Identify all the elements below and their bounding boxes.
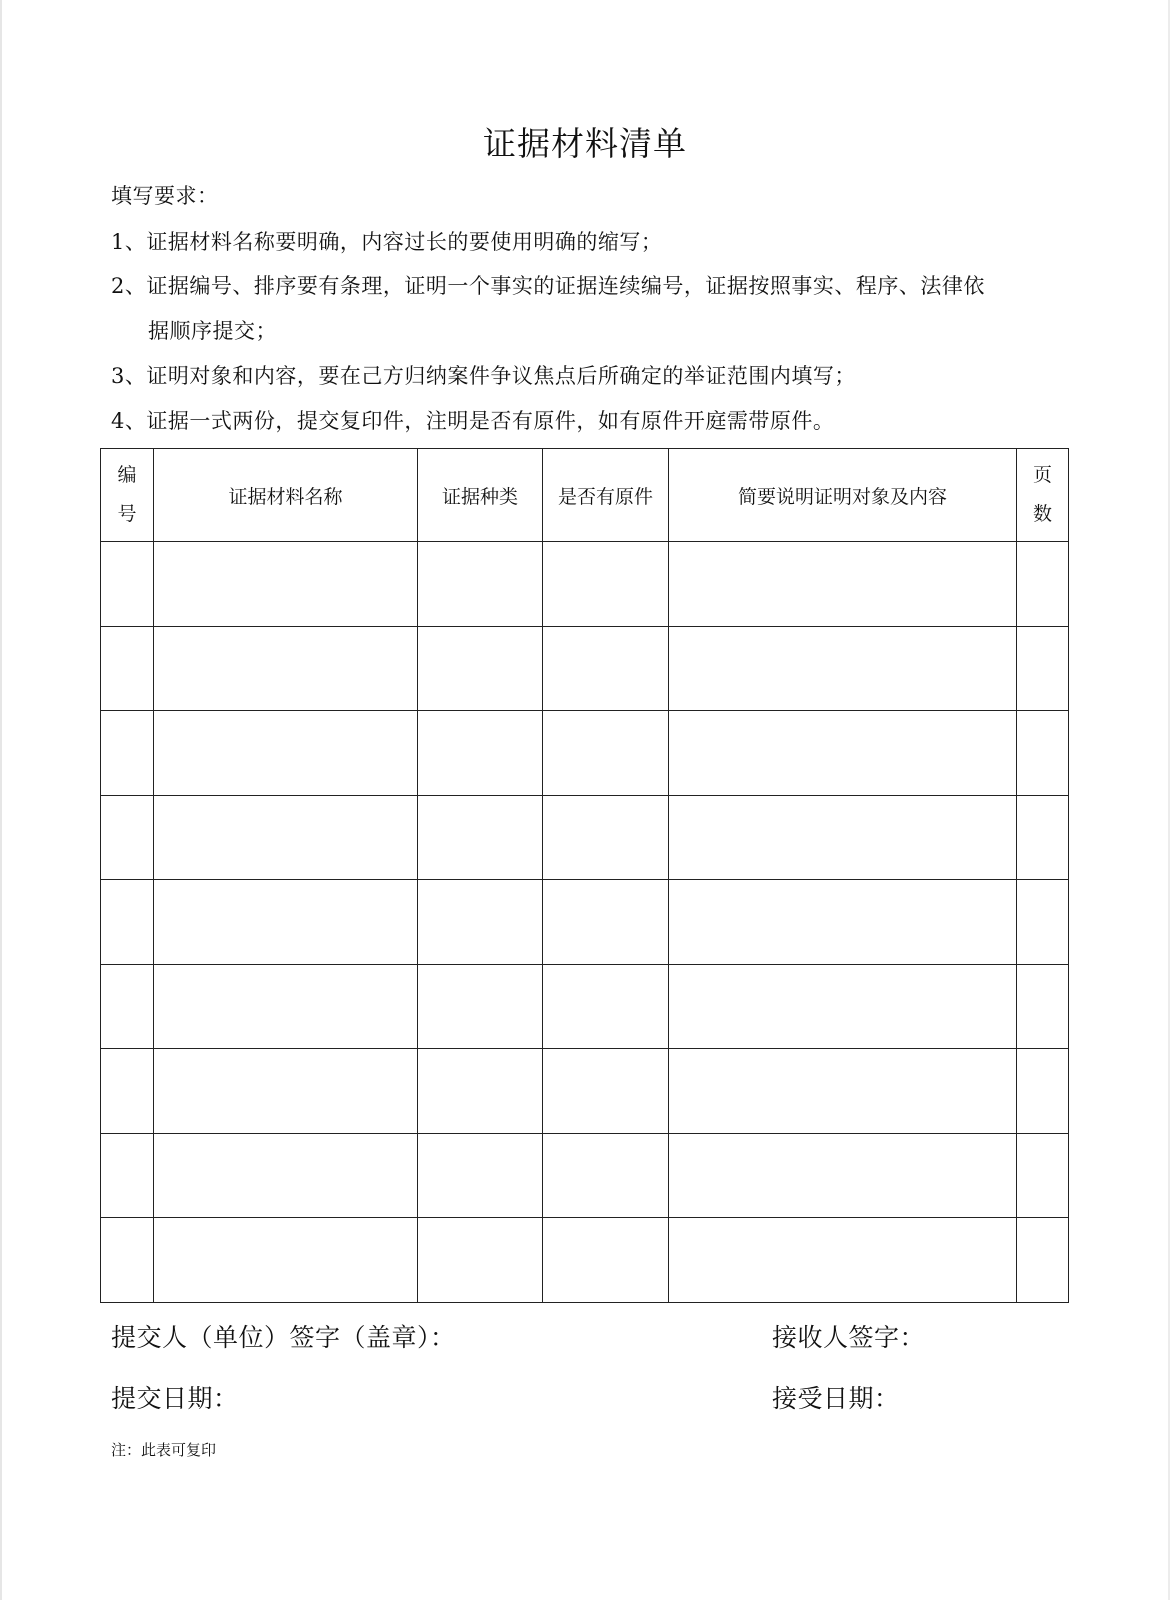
cell-pages[interactable] (1017, 626, 1069, 711)
requirement-item-4: 4、证据一式两份，提交复印件，注明是否有原件，如有原件开庭需带原件。 (111, 409, 835, 433)
cell-has-original[interactable] (543, 542, 669, 627)
header-number-line-2: 号 (117, 503, 137, 525)
table-row (101, 1049, 1069, 1134)
cell-description[interactable] (669, 1049, 1017, 1134)
cell-pages[interactable] (1017, 1133, 1069, 1218)
cell-pages[interactable] (1017, 1049, 1069, 1134)
cell-description[interactable] (669, 795, 1017, 880)
cell-has-original[interactable] (543, 1133, 669, 1218)
cell-evidence-type[interactable] (418, 626, 543, 711)
cell-has-original[interactable] (543, 1218, 669, 1303)
cell-evidence-type[interactable] (418, 795, 543, 880)
requirement-item-2-line-1: 2、证据编号、排序要有条理，证明一个事实的证据连续编号，证据按照事实、程序、法律依 (111, 274, 985, 298)
header-pages (1017, 449, 1069, 542)
receive-date-label: 接受日期： (772, 1384, 900, 1413)
cell-evidence-name[interactable] (154, 964, 418, 1049)
submitter-signature-label: 提交人（单位）签字（盖章）： (111, 1323, 456, 1352)
cell-description[interactable] (669, 1218, 1017, 1303)
cell-description[interactable] (669, 964, 1017, 1049)
cell-number[interactable] (101, 1133, 154, 1218)
header-description: 简要说明证明对象及内容 (669, 449, 1017, 542)
cell-evidence-type[interactable] (418, 1133, 543, 1218)
page-edge-left (0, 0, 2, 1600)
table-row (101, 795, 1069, 880)
cell-number[interactable] (101, 626, 154, 711)
table-row (101, 626, 1069, 711)
table-header-row (101, 449, 1069, 542)
table-row (101, 542, 1069, 627)
cell-has-original[interactable] (543, 1049, 669, 1134)
cell-has-original[interactable] (543, 880, 669, 965)
receiver-signature-label: 接收人签字： (772, 1323, 926, 1352)
header-has-original: 是否有原件 (543, 449, 669, 542)
cell-has-original[interactable] (543, 711, 669, 796)
requirement-item-2-line-2: 据顺序提交； (148, 319, 277, 343)
cell-number[interactable] (101, 964, 154, 1049)
evidence-table (100, 448, 1069, 1303)
cell-evidence-type[interactable] (418, 711, 543, 796)
cell-pages[interactable] (1017, 964, 1069, 1049)
table-row (101, 1133, 1069, 1218)
cell-evidence-name[interactable] (154, 1133, 418, 1218)
cell-evidence-name[interactable] (154, 795, 418, 880)
cell-evidence-type[interactable] (418, 1218, 543, 1303)
cell-evidence-name[interactable] (154, 711, 418, 796)
requirement-item-1: 1、证据材料名称要明确，内容过长的要使用明确的缩写； (111, 230, 663, 254)
header-evidence-name: 证据材料名称 (154, 449, 418, 542)
cell-pages[interactable] (1017, 711, 1069, 796)
cell-pages[interactable] (1017, 542, 1069, 627)
cell-number[interactable] (101, 1049, 154, 1134)
cell-number[interactable] (101, 542, 154, 627)
table-row (101, 880, 1069, 965)
page-title: 证据材料清单 (483, 124, 687, 163)
cell-evidence-type[interactable] (418, 964, 543, 1049)
cell-evidence-name[interactable] (154, 626, 418, 711)
header-pages-line-2: 数 (1032, 503, 1052, 525)
header-number-line-1: 编 (117, 464, 137, 486)
cell-has-original[interactable] (543, 795, 669, 880)
cell-description[interactable] (669, 1133, 1017, 1218)
cell-evidence-name[interactable] (154, 542, 418, 627)
cell-number[interactable] (101, 880, 154, 965)
cell-description[interactable] (669, 542, 1017, 627)
cell-evidence-name[interactable] (154, 880, 418, 965)
cell-evidence-type[interactable] (418, 1049, 543, 1134)
submit-date-label: 提交日期： (111, 1384, 239, 1413)
cell-has-original[interactable] (543, 964, 669, 1049)
cell-pages[interactable] (1017, 880, 1069, 965)
cell-pages[interactable] (1017, 1218, 1069, 1303)
table-row (101, 711, 1069, 796)
cell-description[interactable] (669, 880, 1017, 965)
cell-pages[interactable] (1017, 795, 1069, 880)
cell-evidence-type[interactable] (418, 880, 543, 965)
cell-description[interactable] (669, 711, 1017, 796)
header-evidence-type: 证据种类 (418, 449, 543, 542)
cell-number[interactable] (101, 1218, 154, 1303)
cell-evidence-name[interactable] (154, 1218, 418, 1303)
cell-evidence-type[interactable] (418, 542, 543, 627)
cell-description[interactable] (669, 626, 1017, 711)
copy-note: 注：此表可复印 (111, 1441, 217, 1459)
cell-number[interactable] (101, 795, 154, 880)
table-row (101, 964, 1069, 1049)
cell-has-original[interactable] (543, 626, 669, 711)
header-pages-line-1: 页 (1032, 464, 1052, 486)
requirement-item-3: 3、证明对象和内容，要在己方归纳案件争议焦点后所确定的举证范围内填写； (111, 364, 856, 388)
header-number (101, 449, 154, 542)
requirements-heading: 填写要求： (111, 184, 219, 208)
cell-evidence-name[interactable] (154, 1049, 418, 1134)
cell-number[interactable] (101, 711, 154, 796)
table-row (101, 1218, 1069, 1303)
